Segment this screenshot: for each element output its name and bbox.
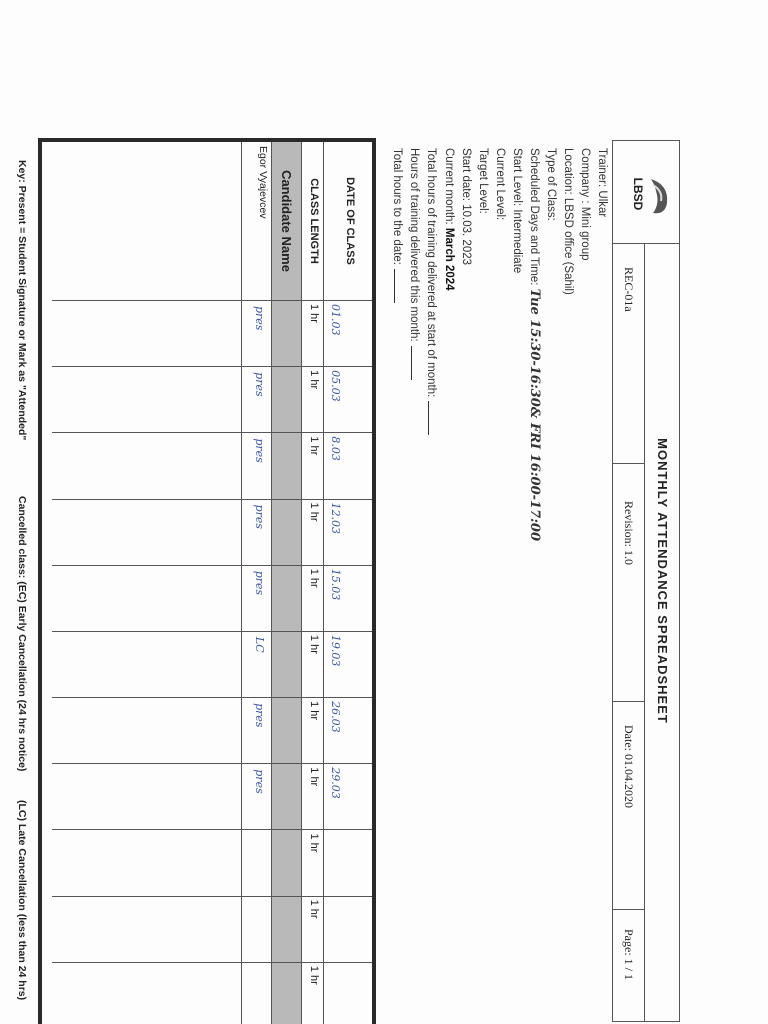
trainer: Trainer: Ulkar [596, 148, 608, 218]
document-header [612, 140, 680, 1022]
start-date: Start date: 10.03. 2023 [460, 148, 472, 266]
class-date: 05.03 [329, 370, 342, 402]
class-date: 19.03 [329, 634, 342, 667]
start-level: Start Level: Intermediate [511, 148, 523, 274]
attendance-mark: pres [253, 372, 266, 397]
class-length: 1 hr [308, 833, 320, 853]
class-date: 8.03 [329, 436, 342, 461]
class-length: 1 hr [308, 965, 320, 985]
key-present: Key: Present = Student Signature or Mark as "Attended" [16, 160, 28, 441]
column-divider [52, 829, 372, 830]
class-length: 1 hr [308, 634, 320, 654]
total-hours-start-label: Total hours of training delivered at start of month: [425, 148, 437, 398]
key-late: (LC) Late Cancellation (less than 24 hrs) [16, 800, 28, 1001]
logo-text: LBSD [631, 177, 645, 211]
schedule-label: Scheduled Days and Time: [528, 148, 540, 286]
company: Company : Mini group [579, 148, 591, 261]
attendance-mark: pres [253, 769, 266, 794]
class-date: 15.03 [329, 568, 342, 601]
total-hours-to-date-label: Total hours to the date: [391, 148, 403, 265]
class-length: 1 hr [308, 701, 320, 721]
class-length: 1 hr [308, 502, 320, 522]
hours-this-month-label: Hours of training delivered this month: [408, 148, 420, 342]
date-of-class-label: DATE OF CLASS [344, 177, 356, 265]
column-divider [52, 366, 372, 367]
class-length-label: CLASS LENGTH [308, 178, 320, 264]
total-hours-start [425, 148, 438, 435]
attendance-mark: pres [253, 306, 266, 331]
form-date: Date: 01.04.2020 [622, 725, 636, 808]
blank-line [394, 269, 404, 303]
schedule [527, 148, 542, 541]
candidate-name: Egor Vyajevcev [257, 146, 269, 219]
header-divider [644, 243, 645, 1021]
header-divider [613, 909, 645, 910]
class-length: 1 hr [308, 899, 320, 919]
column-divider [52, 565, 372, 566]
attendance-table [38, 138, 376, 1024]
row-divider [323, 142, 324, 1024]
row-divider [271, 142, 272, 1024]
class-length: 1 hr [308, 370, 320, 390]
class-length: 1 hr [308, 304, 320, 323]
current-month [443, 148, 455, 291]
blank-line [428, 401, 438, 435]
attendance-mark: pres [253, 438, 266, 463]
schedule-value: Tue 15:30-16:30& FRI 16:00-17:00 [527, 288, 542, 542]
key-cancelled: Cancelled class: (EC) Early Cancellation (24 hrs notice) [16, 496, 28, 772]
class-date: 01.03 [329, 304, 342, 336]
type-of-class: Type of Class: [545, 148, 557, 221]
document-title: MONTHLY ATTENDANCE SPREADSHEET [655, 438, 670, 724]
column-divider [52, 896, 372, 897]
attendance-mark: LC [253, 636, 266, 653]
row-divider [241, 142, 242, 1024]
class-length: 1 hr [308, 767, 320, 787]
target-level: Target Level: [477, 148, 489, 214]
hours-this-month [408, 148, 421, 380]
attendance-mark: pres [253, 570, 266, 596]
total-hours-to-date [391, 148, 404, 303]
header-divider [613, 701, 645, 702]
column-divider [52, 300, 372, 301]
form-code: REC-01a [622, 267, 636, 312]
column-divider [52, 697, 372, 698]
column-divider [52, 499, 372, 500]
class-date: 12.03 [329, 502, 342, 535]
revision: Revision: 1.0 [622, 501, 636, 566]
class-length: 1 hr [308, 568, 320, 588]
column-divider [52, 763, 372, 764]
class-date: 26.03 [329, 701, 342, 733]
column-divider [52, 631, 372, 632]
current-month-label: Current month: [443, 148, 455, 225]
candidate-name-label: Candidate Name [279, 170, 294, 272]
current-level: Current Level: [494, 148, 506, 221]
current-month-value: March 2024 [443, 227, 455, 291]
column-divider [52, 962, 372, 963]
attendance-mark: pres [253, 703, 266, 728]
location: Location: LBSD office (Sahil) [562, 148, 574, 295]
header-divider [613, 463, 645, 464]
row-divider [301, 142, 302, 1024]
blank-line [411, 346, 421, 380]
class-date: 29.03 [329, 767, 342, 799]
column-divider [52, 432, 372, 433]
page-number: Page: 1 / 1 [622, 929, 636, 980]
attendance-mark: pres [253, 504, 266, 529]
class-length: 1 hr [308, 436, 320, 456]
